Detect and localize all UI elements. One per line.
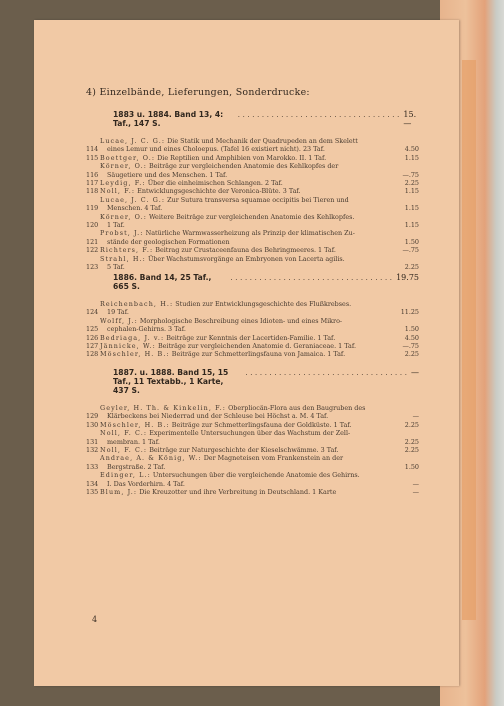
entry-price: — (412, 479, 419, 488)
entry-title: Über die einheimischen Schlangen. 2 Taf. (147, 179, 283, 188)
entry-number: 126 (86, 333, 99, 342)
entry-title: Beiträge zur Schmetterlingsfauna von Jamaica. 1 Taf. (171, 350, 346, 359)
entry-number: 134 (86, 479, 99, 488)
entry-title: Die Reptilien und Amphibien von Marokko. II. 1 Taf. (157, 153, 327, 162)
entry-text (100, 488, 395, 496)
entry-row (86, 342, 419, 350)
entry-row (86, 255, 419, 272)
entry-title: Beiträge zur Naturgeschichte der Kieselschwämme. 3 Taf. (149, 446, 339, 455)
entry-number: 132 (86, 446, 99, 455)
volume-header (113, 110, 419, 128)
entry-price: —.75 (402, 246, 419, 255)
volume-section (86, 368, 419, 496)
entry-price: 2.25 (404, 446, 419, 455)
entry-title: Morphologische Beschreibung eines Idioten- und eines Mikro- (139, 316, 343, 325)
entry-text (100, 421, 395, 429)
entry-title: Natürliche Warmwasserheizung als Prinzip der klimatischen Zu- (145, 229, 355, 238)
entry-text (100, 334, 395, 342)
entry-price: 1.15 (404, 204, 419, 213)
entry-title: Weitere Beiträge zur vergleichenden Anatomie des Kehlkopfes. (149, 212, 355, 221)
entry-text (100, 300, 395, 317)
entry-row (86, 196, 419, 213)
entry-text (100, 229, 395, 246)
entry-row (86, 213, 419, 230)
entry-author: Geyler, H. Th. & Kinkelin, F.: (100, 404, 227, 412)
volume-price: 19.75 (396, 273, 419, 282)
entry-number: 128 (86, 350, 99, 359)
entry-text (100, 162, 395, 179)
leader-dots: . . . . . . . . . . . . . . . . . . . . . . . . . . . . . . . . . . (245, 368, 407, 377)
entry-number: 124 (86, 308, 99, 317)
entry-title: Studien zur Entwicklungsgeschichte des Flußkrebses. (175, 300, 352, 308)
entry-text (100, 350, 395, 358)
page-edge-strip (462, 60, 476, 620)
volume-header (113, 368, 419, 395)
entry-price: 1.15 (404, 153, 419, 162)
entry-text (100, 213, 395, 230)
entry-title: Entwicklungsgeschichte der Veronica-Blüte. 3 Taf. (137, 187, 301, 196)
entry-author: Reichenbach, H.: (100, 300, 174, 308)
volume-section (86, 110, 419, 272)
entry-author: Probst, J.: (100, 229, 144, 238)
entry-number: 135 (86, 488, 99, 497)
entry-title: Untersuchungen über die vergleichende Anatomie des Gehirns. (152, 471, 360, 480)
entry-row (86, 187, 419, 195)
entry-row (86, 246, 419, 254)
entry-row (86, 154, 419, 162)
entry-text (100, 404, 395, 421)
entry-author: Boettger, O.: (100, 153, 156, 162)
entry-row (86, 471, 419, 488)
entry-author: Lucae, J. C. G.: (100, 195, 166, 204)
entry-price: 1.15 (404, 187, 419, 196)
volume-title: 1886. Band 14, 25 Taf., 665 S. (113, 273, 212, 291)
entry-price: 4.50 (404, 145, 419, 154)
leader-dots: . . . . . . . . . . . . . . . . . . . . . . . . . . . . . . . . . . (230, 273, 393, 282)
entry-price: 2.25 (404, 179, 419, 188)
entry-author: Wolff, J.: (100, 316, 138, 325)
entry-number: 123 (86, 263, 99, 272)
entry-author: Strahl, H.: (100, 254, 146, 263)
entry-text (100, 471, 395, 488)
entry-continuation: Bergstraße. 2 Taf. (107, 462, 166, 471)
entry-row (86, 317, 419, 334)
entry-number: 114 (86, 145, 99, 154)
entry-price: 11.25 (400, 308, 419, 317)
entry-title: Beiträge zur Kenntnis der Lacertiden-Familie. 1 Taf. (166, 333, 336, 342)
entry-text (100, 342, 395, 350)
entry-row (86, 229, 419, 246)
entry-author: Bedriaga, J. v.: (100, 333, 165, 342)
entry-price: 4.50 (404, 333, 419, 342)
entry-text (100, 255, 395, 272)
entry-row (86, 179, 419, 187)
entry-author: Andrae, A. & König, W.: (100, 454, 202, 463)
entry-row (86, 404, 419, 421)
entry-price: 2.25 (404, 263, 419, 272)
entry-price: 1.15 (404, 221, 419, 230)
entry-author: Noll, F.: (100, 187, 136, 196)
entry-author: Körner, O.: (100, 212, 147, 221)
entry-price: 1.50 (404, 237, 419, 246)
entry-number: 116 (86, 170, 99, 179)
entry-number: 133 (86, 462, 99, 471)
entry-author: Richters, F.: (100, 246, 154, 255)
entry-continuation: eines Lemur und eines Choloepus. (Tafel 16 existiert nicht). 23 Taf. (107, 145, 325, 154)
entry-number: 122 (86, 246, 99, 255)
entry-price: —.75 (402, 170, 419, 179)
entry-continuation: 19 Taf. (107, 308, 129, 317)
volume-header (113, 273, 419, 291)
volume-title: 1887. u. 1888. Band 15, 15 Taf., 11 Textabb., 1 Karte, 437 S. (113, 368, 229, 395)
entry-author: Blum, J.: (100, 488, 138, 497)
entry-title: Die Statik und Mechanik der Quadrupeden an dem Skelett (167, 137, 358, 145)
page-number: 4 (92, 615, 98, 624)
entry-continuation: membran. 1 Taf. (107, 437, 160, 446)
entry-title: Beitrag zur Crustaceenfauna des Behringmeeres. 1 Taf. (155, 246, 336, 255)
section-heading: 4) Einzelbände, Lieferungen, Sonderdrucke: (86, 87, 310, 98)
entry-number: 120 (86, 221, 99, 230)
entry-title: Beiträge zur Schmetterlingsfauna der Goldküste. 1 Taf. (171, 420, 352, 429)
entry-text (100, 137, 395, 154)
entry-row (86, 300, 419, 317)
entry-author: Noll, F. C.: (100, 429, 148, 438)
entry-row (86, 350, 419, 358)
entry-text (100, 246, 395, 254)
entry-row (86, 446, 419, 454)
entry-price: 2.25 (404, 350, 419, 359)
entry-continuation: Klärbeckens bei Niederrad und der Schleuse bei Höchst a. M. 4 Taf. (107, 412, 329, 421)
entry-number: 125 (86, 325, 99, 334)
entry-number: 115 (86, 153, 99, 162)
entry-number: 131 (86, 437, 99, 446)
entry-title: Beiträge zur vergleichenden Anatomie d. Geraniaceae. 1 Taf. (157, 342, 356, 351)
entry-author: Noll, F. C.: (100, 446, 148, 455)
entry-author: Möschler, H. B.: (100, 350, 170, 359)
entry-title: Oberpliocän-Flora aus den Baugruben des (228, 404, 366, 412)
entry-text (100, 187, 395, 195)
entry-number: 119 (86, 204, 99, 213)
entry-number: 129 (86, 412, 99, 421)
entry-text (100, 454, 395, 471)
entry-number: 130 (86, 420, 99, 429)
entry-continuation: I. Das Vorderhirn. 4 Taf. (107, 479, 185, 488)
entry-title: Beiträge zur vergleichenden Anatomie des Kehlkopfes der (149, 162, 339, 171)
entry-number: 118 (86, 187, 99, 196)
entry-continuation: stände der geologischen Formationen (107, 237, 230, 246)
volume-price: — (411, 368, 419, 377)
entry-row (86, 162, 419, 179)
entry-continuation: 5 Taf. (107, 263, 125, 272)
entry-number: 127 (86, 342, 99, 351)
entry-number: 121 (86, 237, 99, 246)
entry-author: Jännicke, W.: (100, 342, 156, 351)
entry-price: — (412, 412, 419, 421)
entry-price: 1.50 (404, 325, 419, 334)
entry-continuation: cephalen-Gehirns. 3 Taf. (107, 325, 186, 334)
entry-text (100, 196, 395, 213)
entry-title: Über Wachstumsvorgänge an Embryonen von Lacerta agilis. (147, 254, 345, 263)
entry-title: Der Magneteisen vom Frankenstein an der (203, 454, 344, 463)
entry-author: Leydig, F.: (100, 179, 146, 188)
entry-author: Edinger, L.: (100, 471, 151, 480)
entry-continuation: 1 Taf. (107, 221, 125, 230)
entry-author: Körner, O.: (100, 162, 147, 171)
entry-continuation: Säugetiere und des Menschen. 1 Taf. (107, 170, 228, 179)
volume-price: 15.— (403, 110, 417, 128)
entry-author: Möschler, H. B.: (100, 420, 170, 429)
entry-price: — (412, 488, 419, 497)
entry-title: Zur Sutura transversa squamae occipitis bei Tieren und (167, 195, 349, 204)
entry-number: 117 (86, 179, 99, 188)
entry-price: 2.25 (404, 420, 419, 429)
entry-row (86, 334, 419, 342)
entry-text (100, 317, 395, 334)
entry-row (86, 137, 419, 154)
entry-price: —.75 (402, 342, 419, 351)
entry-text (100, 446, 395, 454)
entry-row (86, 454, 419, 471)
entry-row (86, 488, 419, 496)
entry-price: 2.25 (404, 437, 419, 446)
leader-dots: . . . . . . . . . . . . . . . . . . . . . . . . . . . . . . . . . . (237, 110, 400, 119)
volume-section (86, 273, 419, 359)
entry-title: Experimentelle Untersuchungen über das Wachstum der Zell- (149, 429, 351, 438)
entry-author: Lucae, J. C. G.: (100, 137, 166, 145)
volume-title: 1883 u. 1884. Band 13, 4: Taf., 147 S. (113, 110, 224, 128)
entry-text (100, 179, 395, 187)
entry-row (86, 421, 419, 429)
entry-price: 1.50 (404, 462, 419, 471)
entry-text (100, 429, 395, 446)
entry-title: Die Kreuzotter und ihre Verbreitung in Deutschland. 1 Karte (139, 488, 337, 497)
entry-continuation: Menschen. 4 Taf. (107, 204, 163, 213)
entry-row (86, 429, 419, 446)
entry-text (100, 154, 395, 162)
